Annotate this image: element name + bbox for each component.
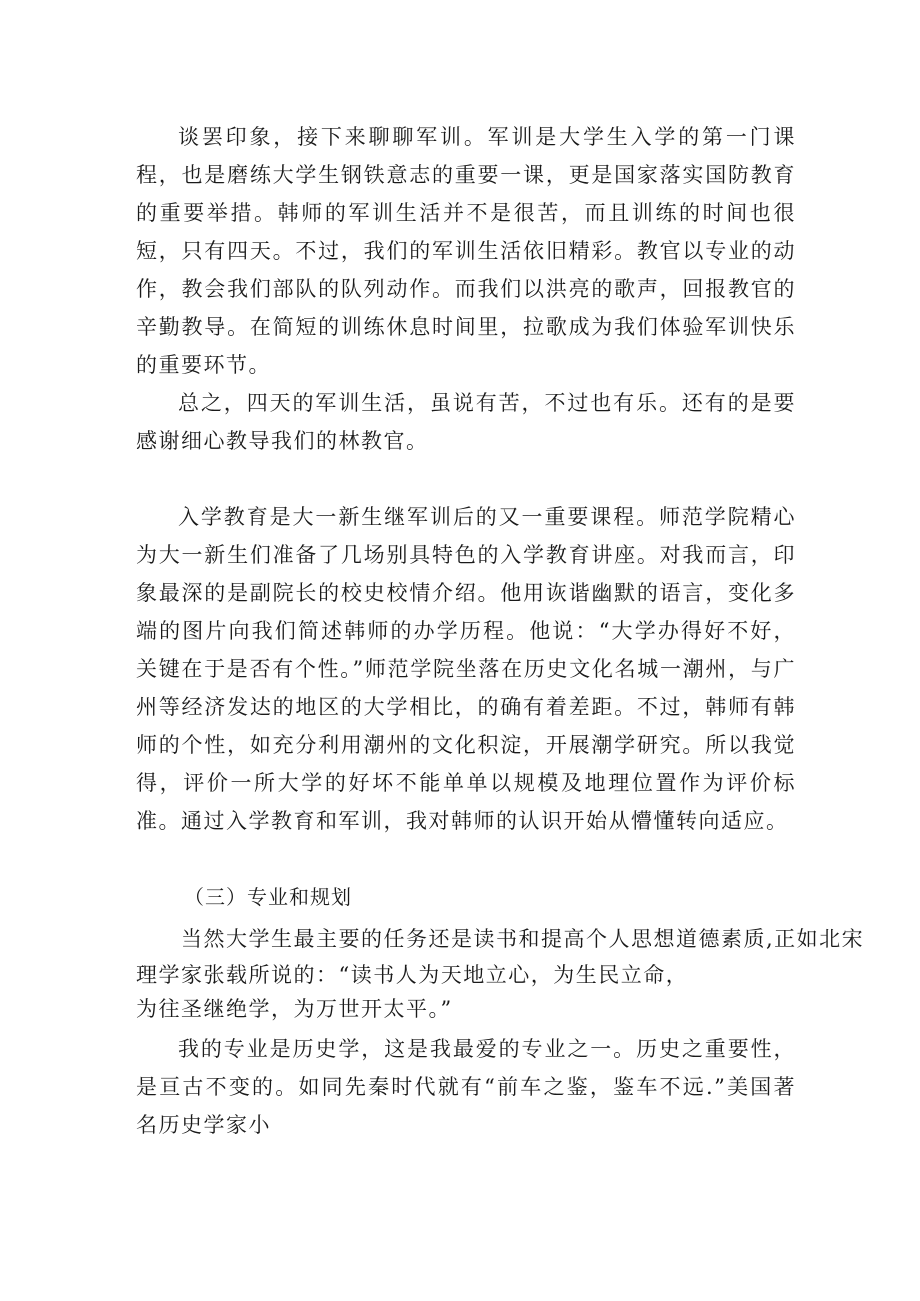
quote-line: 为往圣继绝学，为万世开太平。” [136,997,453,1021]
quote-line: 理学家张载所说的：“读书人为天地立心，为生民立命， [136,963,689,987]
section-heading: （三）专业和规划 [184,885,352,909]
paragraph-training-summary: 总之，四天的军训生活，虽说有苦，不过也有乐。还有的是要感谢细心教导我们的林教官。 [136,391,796,453]
quote-line: 当然大学生最主要的任务还是读书和提高个人思想道德素质,正如北宋 [136,927,865,951]
quote-paragraph [136,920,865,1026]
paragraph-military-training: 谈罢印象，接下来聊聊军训。军训是大学生入学的第一门课程，也是磨练大学生钢铁意志的重要一课，更是国家落实国防教育的重要举措。韩师的军训生活并不是很苦，而且训练的时间也很短，只有四天。不过，我们的军训生活依旧精彩。教官以专业的动作，教会我们部队的队列动作。而我们以洪亮的歌声，回报教官的辛勤教导。在简短的训练休息时间里，拉歌成为我们体验军训快乐的重要环节。 [136,125,796,377]
paragraph-orientation-education: 入学教育是大一新生继军训后的又一重要课程。师范学院精心为大一新生们准备了几场别具特色的入学教育讲座。对我而言，印象最深的是副院长的校史校情介绍。他用诙谐幽默的语言，变化多端的图片向我们简述韩师的办学历程。他说：“大学办得好不好，关键在于是否有个性。”师范学院坐落在历史文化名城一潮州，与广州等经济发达的地区的大学相比，的确有着差距。不过，韩师有韩师的个性，如充分利用潮州的文化积淀，开展潮学研究。所以我觉得，评价一所大学的好坏不能单单以规模及地理位置作为评价标准。通过入学教育和军训，我对韩师的认识开始从懵懂转向适应。 [136,505,796,833]
paragraph-major-history: 我的专业是历史学，这是我最爱的专业之一。历史之重要性，是亘古不变的。如同先秦时代就有“前车之鉴，鉴车不远.”美国著名历史学家小 [136,1037,796,1137]
